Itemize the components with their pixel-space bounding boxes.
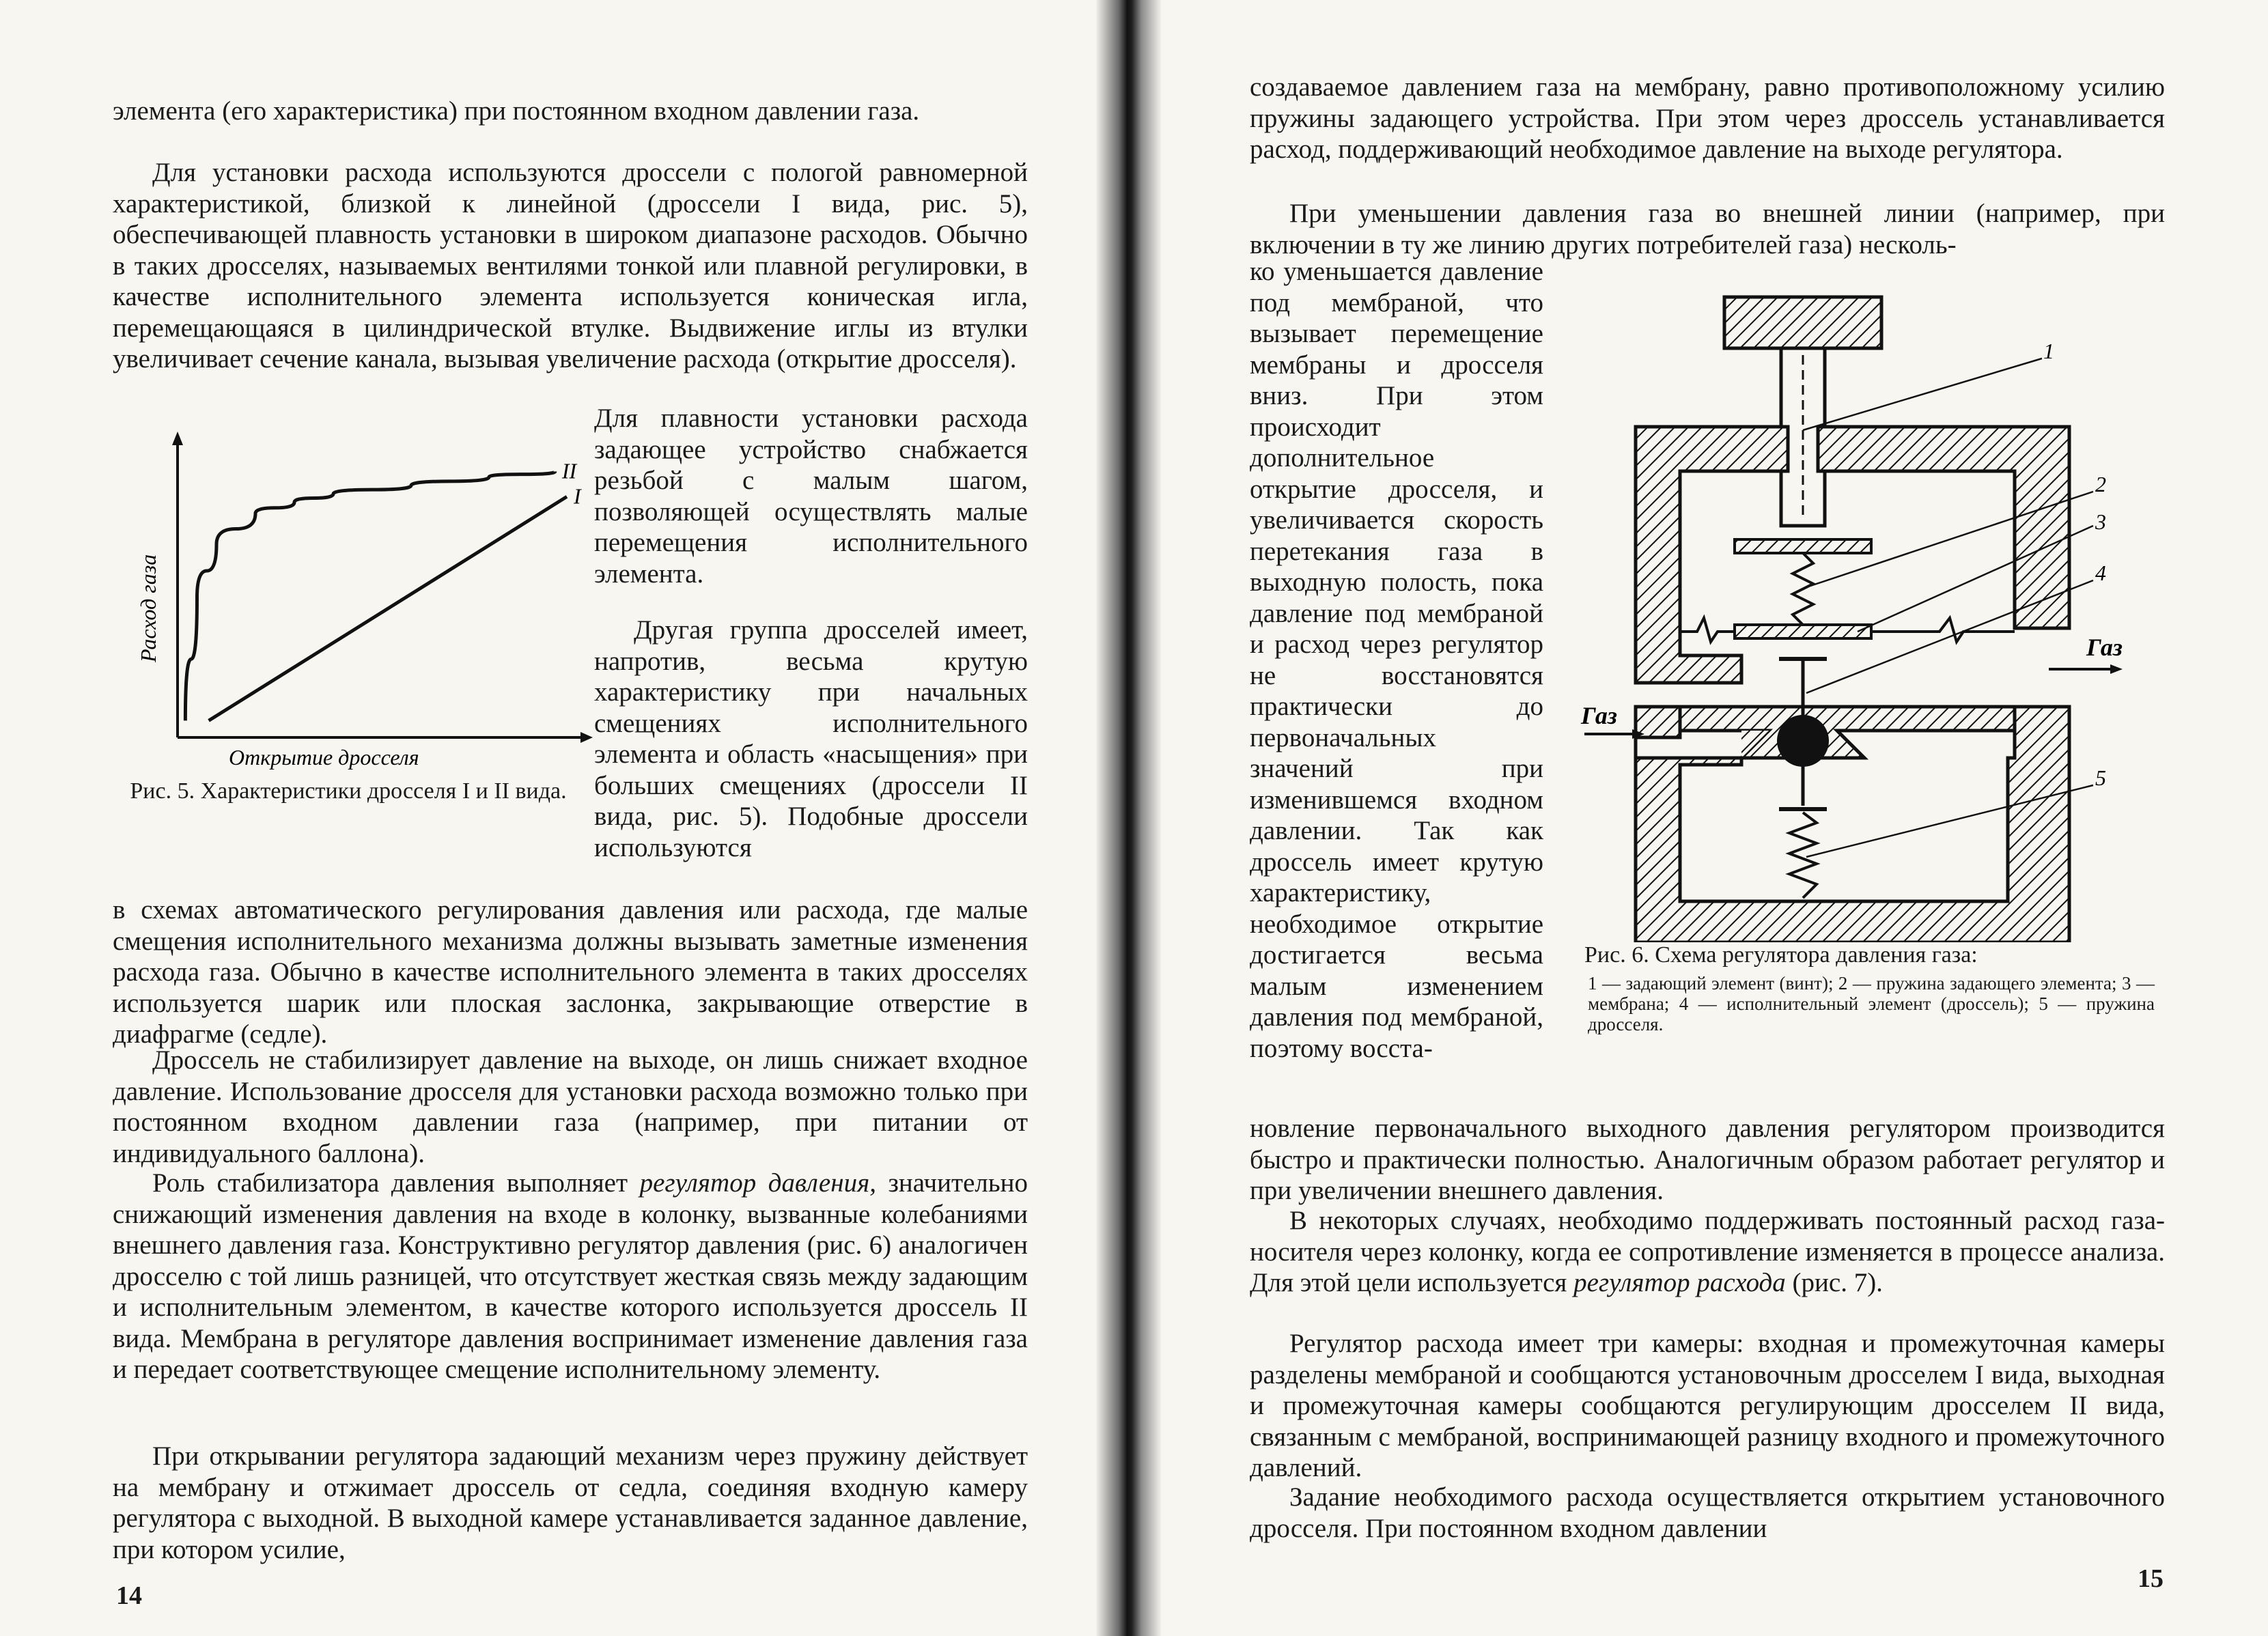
right-paragraph-1: создаваемое давлением газа на мембрану, равно противоположному усилию пружины задающего устройства. При этом через дроссель устанавливается расход, поддерживающий необходимое давление на выходе регулятора.	[1250, 72, 2165, 164]
valve-seat	[1680, 707, 2049, 758]
p3-italic: регулятор расхода	[1573, 1268, 1786, 1297]
housing-lower	[1636, 707, 2069, 942]
left-paragraph-6: При открывании регулятора задающий механизм через пружину действует на мембрану и отжимает дроссель от седла, соединяя входную камеру регулятора с выходной. В выходной камере устанавливается заданное давление, при котором усилие,	[113, 1441, 1028, 1564]
gas-out-label: Газ	[2086, 634, 2123, 661]
right-page-number: 15	[2138, 1564, 2164, 1593]
x-axis-arrow	[580, 732, 593, 743]
housing-upper	[1636, 427, 1788, 683]
right-page	[1161, 0, 2268, 1636]
membrane-plate	[1735, 625, 1871, 638]
left-paragraph-1: элемента (его характеристика) при постоянном входном давлении газа.	[113, 96, 920, 126]
left-paragraph-5	[113, 1168, 1028, 1385]
part-label-2: 2	[2095, 472, 2106, 496]
fig6-schematic	[1571, 287, 2172, 942]
series-II-curve	[185, 472, 555, 721]
valve-ball	[1777, 715, 1829, 767]
left-paragraph-3: в схемах автоматического регулирования давления или расхода, где малые смещения исполнительного механизма должны вызывать заметные изменения расхода газа. Обычно в качестве исполнительного элемента в таких дросселях используется шарик или плоская заслонка, закрывающие отверстие в диафрагме (седле).	[113, 895, 1028, 1049]
series-I-label: I	[574, 483, 581, 509]
p3-text-b: (рис. 7).	[1792, 1268, 1883, 1297]
right-paragraph-5: Задание необходимого расхода осуществляется открытием установочного дросселя. При постоянном входном давлении	[1250, 1482, 2165, 1543]
right-paragraph-2-top: При уменьшении давления газа во внешней линии (например, при включении в ту же линию других потребителей газа) несколь-	[1250, 199, 2165, 259]
series-II-label: II	[561, 458, 577, 483]
right-paragraph-3	[1250, 1205, 2165, 1299]
part-label-4: 4	[2095, 561, 2106, 585]
y-axis-label: Расход газа	[136, 554, 160, 662]
part-label-3: 3	[2095, 509, 2106, 534]
left-paragraph-2: Для установки расхода используются дроссели с пологой равномерной характеристикой, близкой к линейной (дроссели I вида, рис. 5), обеспечивающей плавность установки в широком диапазоне расходов. Обычно в таких дросселях, называемых вентилями тонкой или плавной регулировки, в качестве исполнительного элемента используется коническая игла, перемещающаяся в цилиндрической втулке. Выдвижение иглы из втулки увеличивает сечение канала, вызывая увеличение расхода (открытие дросселя).	[113, 158, 1028, 373]
spring-plate-top	[1735, 539, 1871, 553]
fig6-caption: Рис. 6. Схема регулятора давления газа:	[1584, 942, 1978, 968]
fig5-caption: Рис. 5. Характеристики дросселя I и II вида.	[130, 778, 567, 804]
right-paragraph-2-end: новление первоначального выходного давления регулятором производится быстро и практически полностью. Аналогичным образом работает регулятор и при увеличении внешнего давления.	[1250, 1114, 2165, 1205]
left-wrap-paragraph-a: Для плавности установки расхода задающее устройство снабжается резьбой с малым шагом, позволяющей осуществлять малые перемещения исполнительного элемента.	[594, 404, 1028, 589]
part-label-5: 5	[2095, 765, 2106, 790]
p5-italic: регулятор давления,	[639, 1168, 876, 1198]
series-I-line	[209, 496, 567, 720]
membrane	[1680, 618, 1735, 642]
fig6-legend: 1 — задающий элемент (винт); 2 — пружина задающего элемента; 3 — мембрана; 4 — исполнительный элемент (дроссель); 5 — пружина дросселя.	[1588, 973, 2155, 1034]
part-label-1: 1	[2043, 339, 2054, 363]
left-wrap-paragraph-b: Другая группа дросселей имеет, напротив, весьма крутую характеристику при начальных смещениях исполнительного элемента и область «насыщения» при больших смещениях (дроссели II вида, рис. 5). Подобные дроссели используются	[594, 615, 1028, 862]
gas-in-label: Газ	[1581, 702, 1617, 729]
left-page-number: 14	[116, 1581, 142, 1610]
y-axis-arrow	[172, 432, 183, 445]
right-wrap-paragraph: ко уменьшается давление под мембраной, что вызывает перемещение мембраны и дросселя вниз. При этом происходит дополнительное открытие дросселя, и увеличивается скорость перетекания газа в выходную полость, пока давление под мембраной и расход через регулятор не восстановятся практически до первоначальных значений при изменившемся входном давлении. Так как дроссель имеет крутую характеристику, необходимое открытие достигается весьма малым изменением давления под мембраной, поэтому восста-	[1250, 257, 1543, 1063]
left-page	[0, 0, 1106, 1636]
fig5-chart	[130, 430, 594, 772]
left-paragraph-4: Дроссель не стабилизирует давление на выходе, он лишь снижает входное давление. Использование дросселя для установки расхода возможно только при постоянном входном давлении газа (например, при питании от индивидуального баллона).	[113, 1045, 1028, 1168]
p3-text-a: В некоторых случаях, необходимо поддерживать постоянный расход газа-носителя через колонку, когда ее сопротивление изменяется в процессе анализа. Для этой цели используется	[1250, 1206, 2165, 1297]
right-paragraph-4: Регулятор расхода имеет три камеры: входная и промежуточная камеры разделены мембраной и сообщаются установочным дросселем I вида, выходная и промежуточная камеры сообщаются регулирующим дросселем II вида, связанным с мембраной, воспринимающей разницу входного и промежуточного давлений.	[1250, 1329, 2165, 1482]
x-axis-label: Открытие дросселя	[229, 745, 419, 770]
p5-text-b: значительно снижающий изменения давления на входе в колонку, вызванные колебаниями внешнего давления газа. Конструктивно регулятор давления (рис. 6) аналогичен дросселю с той лишь разницей, что отсутствует жесткая связь между задающим и исполнительным элементом, в качестве которого используется дроссель II вида. Мембрана в регуляторе давления воспринимает изменение давления газа и передает соответствующее смещение исполнительному элементу.	[113, 1168, 1028, 1384]
p5-text-a: Роль стабилизатора давления выполняет	[152, 1168, 628, 1198]
adjust-knob	[1724, 297, 1881, 348]
setpoint-spring	[1793, 553, 1813, 625]
